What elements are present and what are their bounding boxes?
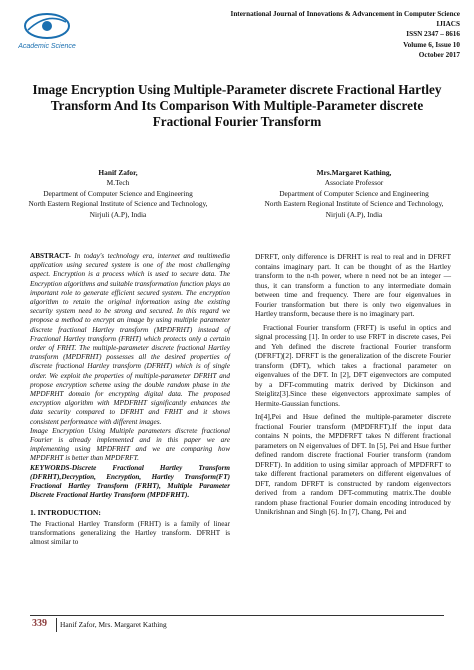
paper-title: Image Encryption Using Multiple-Parameter discrete Fractional Hartley Transform And Its Comparison With Multiple-Parameter discrete Fractional Fourier Transform — [32, 82, 442, 130]
author-block-1 — [18, 168, 218, 220]
keywords: KEYWORDS-Discrete Fractional Hartley Transform (DFRHT),Decryption, Encryption, Hartley Transform(FT) Fractional Hartley Transform (FRHT), Multiple Parameter Discrete Fractional Hartley Transform (MPDFRHT). — [30, 463, 230, 500]
section-heading-introduction: 1. INTRODUCTION: — [30, 508, 101, 518]
abstract — [30, 252, 230, 427]
footer-authors: Hanif Zafor, Mrs. Margaret Kathing — [60, 620, 167, 629]
author-name: Mrs.Margaret Kathing, — [316, 168, 392, 177]
journal-info — [130, 9, 460, 60]
journal-logo — [14, 10, 80, 52]
abstract-text-2: Image Encryption Using Multiple parameters discrete fractional Fourier is already implemented and in this paper we are implementing using MPDFRHT and we are comparing how MPDFRHT is better than MPDFRFT. — [30, 426, 230, 463]
academic-science-logo-icon — [14, 10, 80, 52]
footer-divider — [30, 615, 444, 616]
body-paragraph-1: DFRFT, only difference is DFRHT is real to real and in DFRFT contains imaginary part. It can be thought of as the Hartley transform to the n-th power, where n need not be an integer — thus, it can transform a function to any intermediate domain between time and frequency. There are four eigenvalues in Fourier transformation but there is only two eigenvalues in Hartley transform, because there is no imaginary part. — [255, 252, 451, 318]
author-degree: Associate Professor — [324, 178, 384, 188]
abstract-label: ABSTRACT- — [30, 252, 71, 260]
page-number: 339 — [32, 618, 57, 632]
journal-date: October 2017 — [418, 50, 460, 59]
author-block-2 — [254, 168, 454, 220]
body-paragraph-2: Fractional Fourier transform (FRFT) is useful in optics and signal processing [1]. In order to use FRFT in discrete cases, Pei and Yeh defined the discrete fractional Fourier transform (DFRFT)[2]. DFRFT is the generalization of the discrete Fourier transform (DFT), which takes a fractional parameter on eigenvalues of the DFT. In [2], DFT eigenvectors are computed by a DFT-commuting matrix derived by Dickinson and Steiglitz[3].Since these eigenvectors approximate samples of Hermite-Gaussian functions. — [255, 322, 451, 408]
body-paragraph-3: In[4],Pei and Hsue defined the multiple-parameter discrete fractional Fourier transform (MPDFRFT).If the input data contains N points, the MPDFRFT takes N different fractional parameters on N eigenvalues of DFT. In [5], Pei and Hsue further defined random discrete fractional Fourier transform (random DFRFT). In addition to using similar approach of MPDFRFT to take different fractional parameters on different eigenvalues of DFT, random DFRFT is constructed by random eigenvectors derived from a random DFT-commuting matrix.The double random phase fractional Fourier domain encoding introduced by Unnikrishnan and Singh [6]. In [7], Chang, Pei and — [255, 412, 451, 516]
logo-text: Academic Science — [18, 43, 76, 50]
journal-abbr: IJIACS — [436, 20, 460, 29]
journal-name: International Journal of Innovations & Advancement in Computer Science — [230, 10, 460, 18]
author-institute: North Eastern Regional Institute of Science and Technology, Nirjuli (A.P), India — [28, 199, 208, 219]
author-degree: M.Tech — [106, 178, 130, 188]
intro-paragraph: The Fractional Hartley Transform (FRHT) is a family of linear transformations generalizing the Hartley transform. DFRHT is almost similar to — [30, 519, 230, 547]
journal-volume: Volume 6, Issue 10 — [403, 40, 460, 49]
author-institute: North Eastern Regional Institute of Science and Technology, Nirjuli (A.P), India — [264, 199, 444, 219]
author-name: Hanif Zafor, — [98, 168, 138, 177]
abstract-text: In today's technology era, internet and multimedia application using secured system is one of the most challenging aspect. Encryption is a process which is used to secure data. The Encryption algorithms and suitable transformation function plays an important role to generate efficient secured system. The encryption algorithm to retain the original information using the existing security system need to be strong and secured. In this regard we propose a method to encrypt an image by using multiple parameter discrete fractional Hartley transform (MPDFRHT) instead of Fractional Hartley transform (FRHT) which protects only a certain order of FRHT. The multiple-parameter discrete fractional Hartley transform (MPDFRHT) possesses all the desired properties of discrete fractional Hartley transform (DFRHT) which is of single order. We exploit the properties of multiple-parameter DFRHT and propose encryption scheme using the double random phase in the MPDFRHT domain for encrypting digital data. The proposed encryption algorithm with MPDFRHT significantly enhances the data security compared to DFRHT and FRHT and it shows consistent performance with different images. — [30, 252, 230, 426]
author-dept: Department of Computer Science and Engineering — [43, 188, 193, 198]
journal-issn: ISSN 2347 – 8616 — [406, 30, 460, 39]
left-column — [30, 252, 230, 551]
right-column — [255, 252, 451, 521]
author-dept: Department of Computer Science and Engineering — [279, 188, 429, 198]
